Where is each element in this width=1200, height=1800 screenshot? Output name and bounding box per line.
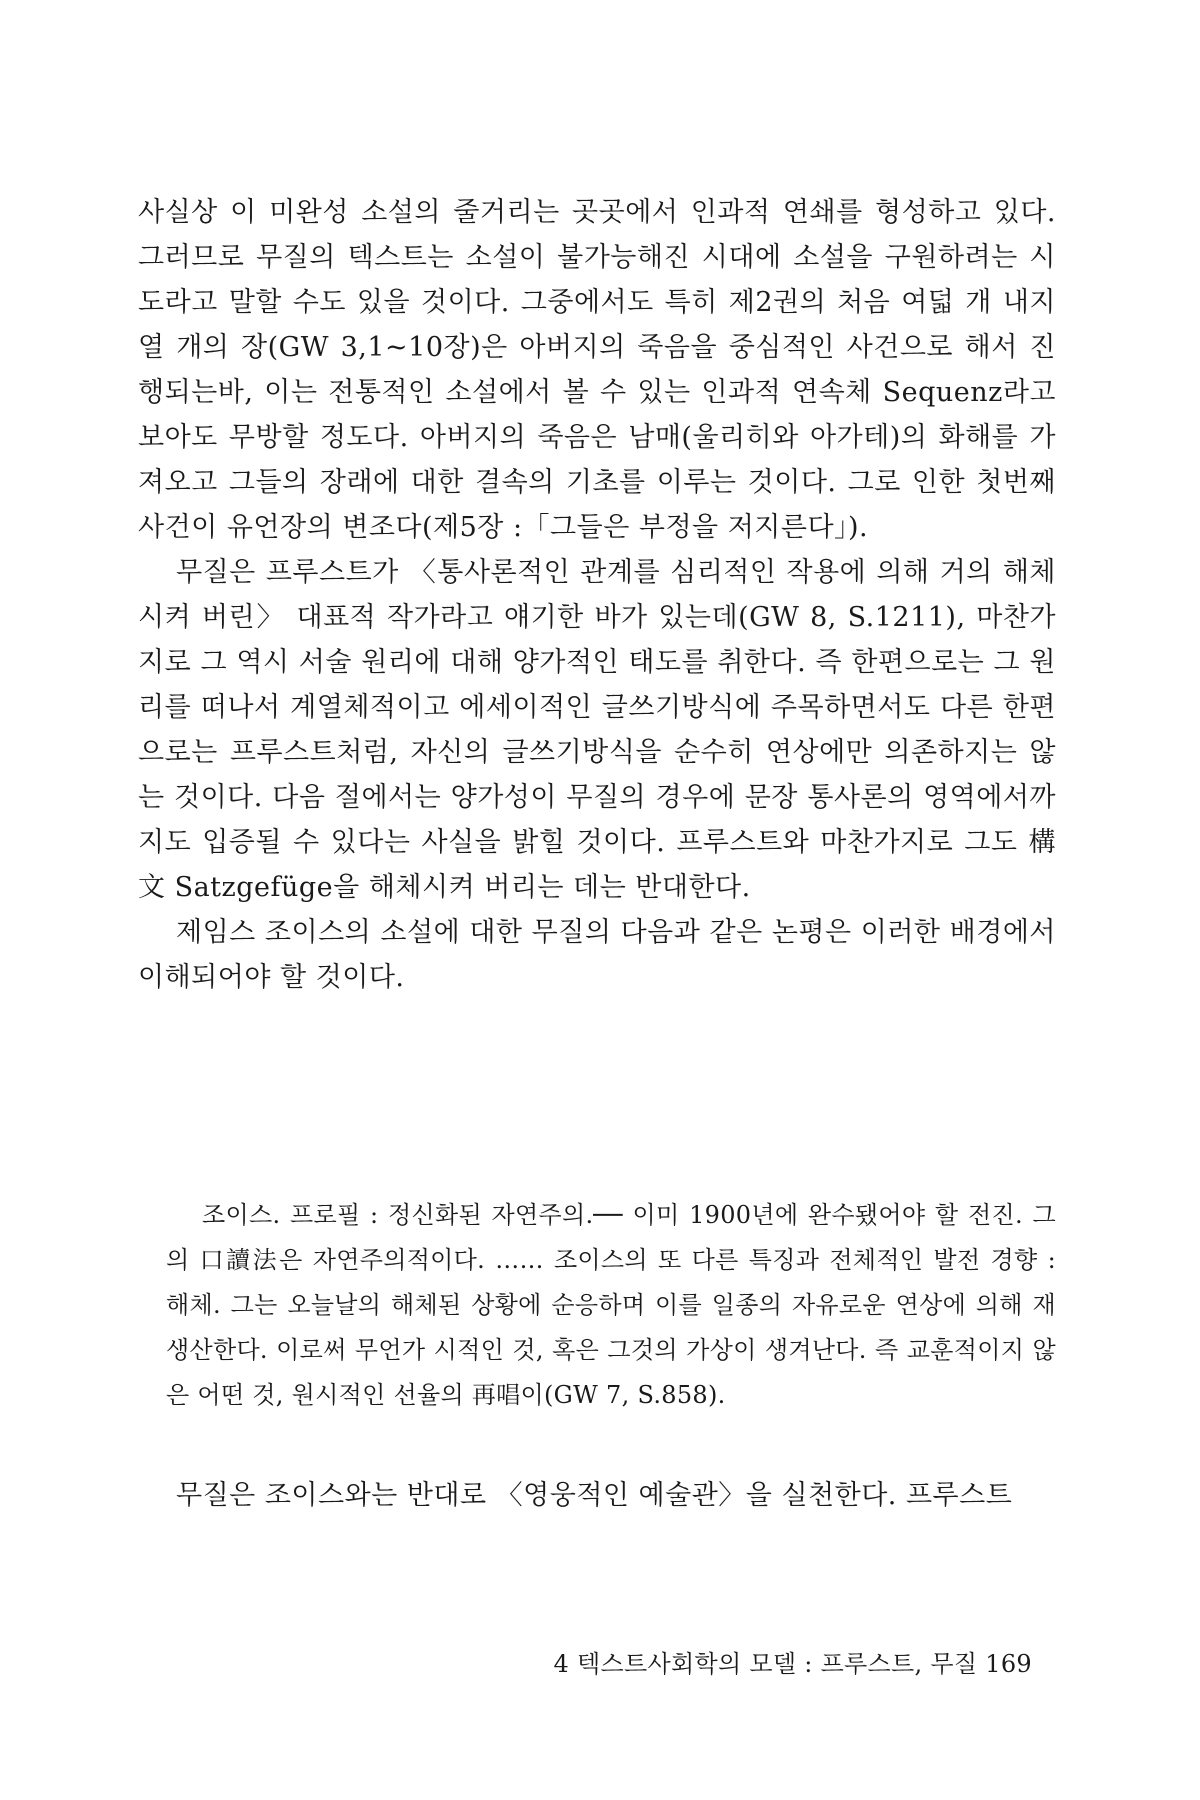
main-text xyxy=(138,190,1056,1000)
page-footer xyxy=(554,1648,1032,1680)
block-quote: 조이스. 프로필 : 정신화된 자연주의.── 이미 1900년에 완수됐어야 할 전진. 그의 口讀法은 자연주의적이다. …… 조이스의 또 다른 특징과 전체적인 발전 경향 : 해체. 그는 오늘날의 해체된 상황에 순응하며 이를 일종의 자유로운 연상에 의해 재생산한다. 이로써 무언가 시적인 것, 혹은 그것의 가상이 생겨난다. 즉 교훈적이지 않은 어떤 것, 원시적인 선율의 再唱이(GW 7, S.858). xyxy=(166,1201,1056,1409)
running-head: 4 텍스트사회학의 모델 : 프루스트, 무질 xyxy=(553,1650,978,1678)
paragraph-3: 제임스 조이스의 소설에 대한 무질의 다음과 같은 논평은 이러한 배경에서 이해되어야 할 것이다. xyxy=(138,917,1056,993)
paragraph-1: 사실상 이 미완성 소설의 줄거리는 곳곳에서 인과적 연쇄를 형성하고 있다. 그러므로 무질의 텍스트는 소설이 불가능해진 시대에 소설을 구원하려는 시도라고 말할 수도 있을 것이다. 그중에서도 특히 제2권의 처음 여덟 개 내지 열 개의 장(GW 3,1~10장)은 아버지의 죽음을 중심적인 사건으로 해서 진행되는바, 이는 전통적인 소설에서 볼 수 있는 인과적 연속체 Sequenz라고 보아도 무방할 정도다. 아버지의 죽음은 남매(울리히와 아가테)의 화해를 가져오고 그들의 장래에 대한 결속의 기초를 이루는 것이다. 그로 인한 첫번째 사건이 유언장의 변조다(제5장 :「그들은 부정을 저지른다」). xyxy=(138,197,1056,543)
paragraph-4: 무질은 조이스와는 반대로 〈영웅적인 예술관〉을 실천한다. 프루스트 xyxy=(176,1480,1013,1511)
paragraph-2: 무질은 프루스트가 〈통사론적인 관계를 심리적인 작용에 의해 거의 해체시켜 버린〉 대표적 작가라고 얘기한 바가 있는데(GW 8, S.1211), 마찬가지로 그 역시 서술 원리에 대해 양가적인 태도를 취한다. 즉 한편으로는 그 원리를 떠나서 계열체적이고 에세이적인 글쓰기방식에 주목하면서도 다른 한편으로는 프루스트처럼, 자신의 글쓰기방식을 순수히 연상에만 의존하지는 않는 것이다. 다음 절에서는 양가성이 무질의 경우에 문장 통사론의 영역에서까지도 입증될 수 있다는 사실을 밝힐 것이다. 프루스트와 마찬가지로 그도 構文 Satzgefüge을 해체시켜 버리는 데는 반대한다. xyxy=(138,557,1056,903)
page-number: 169 xyxy=(985,1650,1032,1678)
